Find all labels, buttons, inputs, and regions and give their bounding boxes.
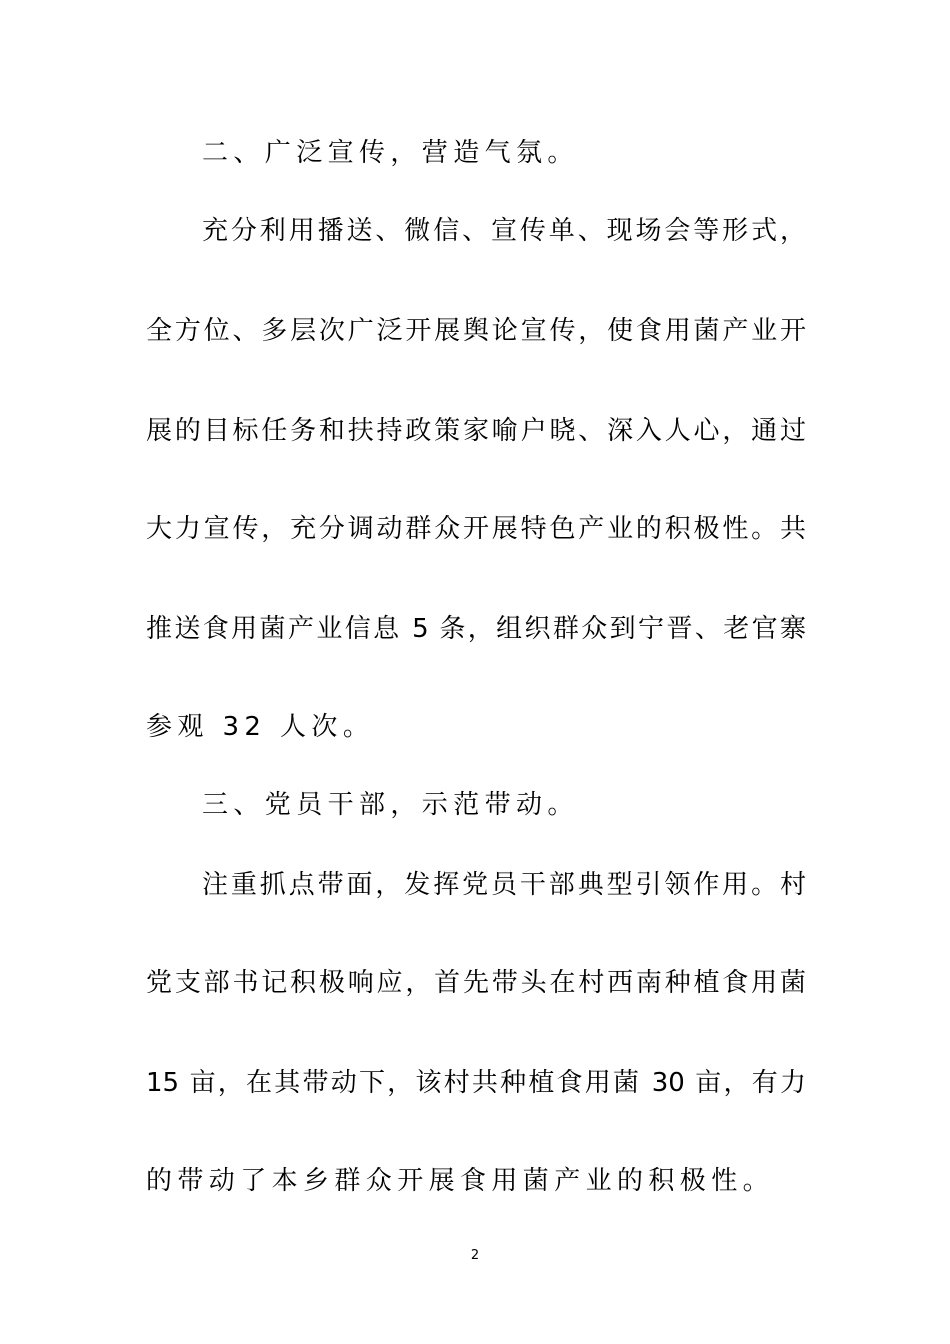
paragraph-line-8: 党支部书记积极响应，首先带头在村西南种植食用菌	[146, 968, 806, 998]
paragraph-line-10: 的带动了本乡群众开展食用菌产业的积极性。	[146, 1166, 775, 1196]
paragraph-line-1: 充分利用播送、微信、宣传单、现场会等形式，	[202, 216, 806, 246]
paragraph-line-5: 推送食用菌产业信息 5 条，组织群众到宁晋、老官寨	[146, 614, 806, 644]
page-number: 2	[470, 1248, 480, 1263]
section-heading-2: 二、广泛宣传，营造气氛。	[202, 138, 579, 168]
paragraph-line-9: 15 亩，在其带动下，该村共种植食用菌 30 亩，有力	[146, 1068, 806, 1098]
paragraph-line-3: 展的目标任务和扶持政策家喻户晓、深入人心，通过	[146, 416, 806, 446]
section-heading-3: 三、党员干部，示范带动。	[202, 790, 579, 820]
paragraph-line-6: 参观 32 人次。	[146, 712, 375, 742]
paragraph-line-2: 全方位、多层次广泛开展舆论宣传，使食用菌产业开	[146, 316, 806, 346]
paragraph-line-7: 注重抓点带面，发挥党员干部典型引领作用。村	[202, 870, 806, 900]
paragraph-line-4: 大力宣传，充分调动群众开展特色产业的积极性。共	[146, 514, 806, 544]
